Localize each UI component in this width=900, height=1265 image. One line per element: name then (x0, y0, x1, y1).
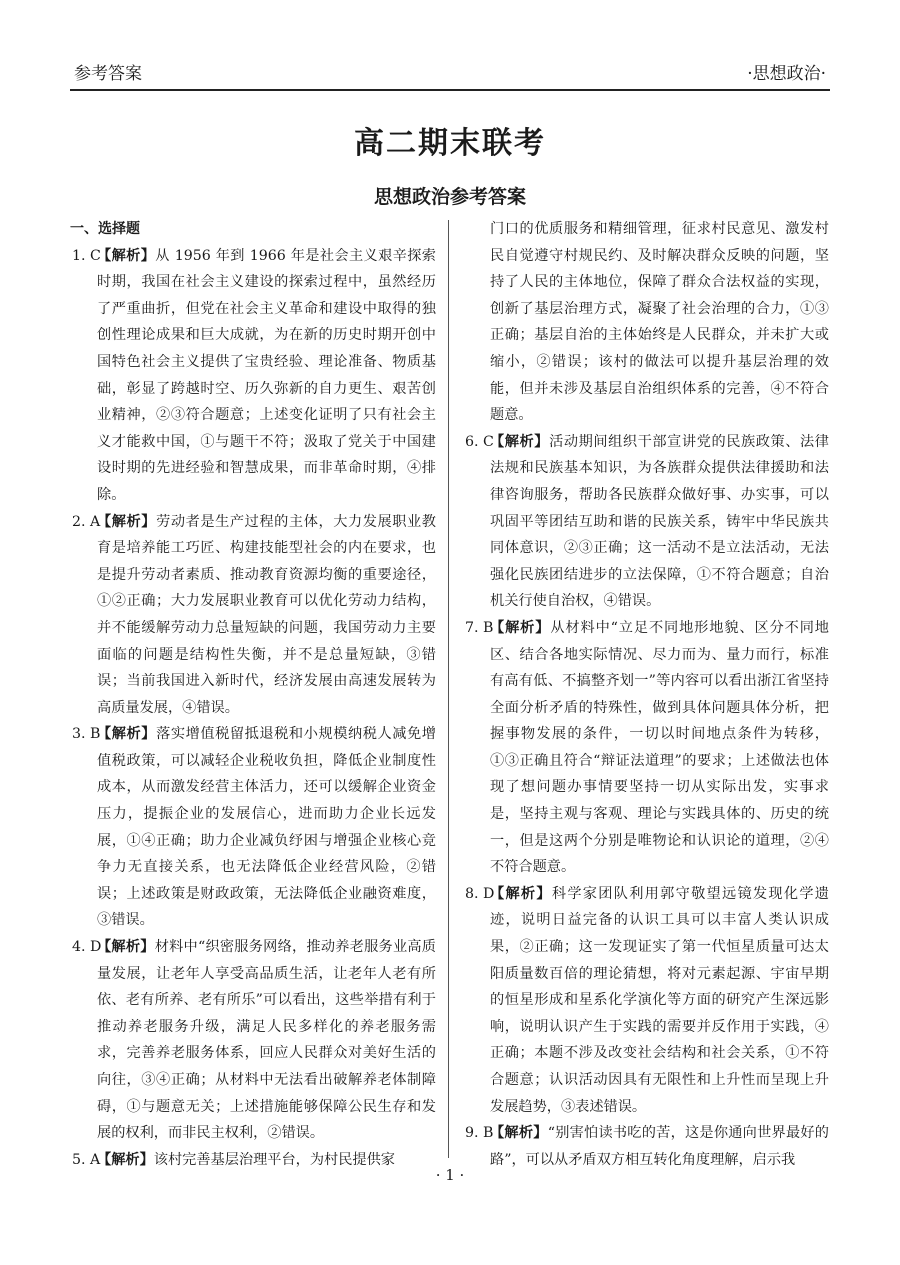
analysis-tag: 【解析】 (490, 433, 550, 450)
header-left-label: 参考答案 (74, 64, 142, 84)
header-subject-label: ·思想政治· (747, 64, 826, 84)
answer-text: 科学家团队利用郭守敬望远镜发现化学遗迹，说明日益完备的认识工具可以丰富人类认识成果，②正确；这一发现证实了第一代恒星质量可达太阳质量数百倍的理论猜想，将对元素起源、宇宙早期的恒星形成和星系化学演化等方面的研究产生深远影响，说明认识产生于实践的需要并反作用于实践，④正确；本题不涉及改变社会结构和社会关系，①不符合题意；认识活动因具有无限性和上升性而呈现上升发展趋势，③表述错误。 (490, 885, 829, 1115)
analysis-tag: 【解析】 (490, 1125, 548, 1142)
answer-number: 3. B (72, 726, 101, 743)
answer-number: 8. D (465, 885, 495, 902)
page-header (70, 55, 830, 91)
analysis-tag: 【解析】 (97, 726, 157, 743)
answer-text: 从材料中“立足不同地形地貌、区分不同地区、结合各地实际情况、尽力而为、量力而行，标准有高有低、不搞整齐划一”等内容可以看出浙江省坚持全面分析矛盾的特殊性，做到具体问题具体分析，把握事物发展的条件，一切以时间地点条件为转移，①③正确且符合“辩证法道理”的要求；上述做法也体现了想问题办事情要坚持一切从实际出发，实事求是，坚持主观与客观、理论与实践具体的、历史的统一，但是这两个分别是唯物论和认识论的道理，②④不符合题意。 (490, 619, 829, 876)
document-title: 高二期末联考 (354, 126, 546, 161)
answer-item-2 (70, 509, 436, 722)
answer-item-4 (70, 934, 436, 1147)
answer-number: 9. B (465, 1125, 494, 1142)
analysis-tag: 【解析】 (97, 939, 155, 956)
answer-text: 该村完善基层治理平台，为村民提供家 (153, 1151, 395, 1168)
answer-text: 落实增值税留抵退税和小规模纳税人减免增值税政策，可以减轻企业税收负担，降低企业制度性成本，从而激发经营主体活力，还可以缓解企业资金压力，提振企业的发展信心，进而助力企业长远发展，①④正确；助力企业减负纾困与增强企业核心竞争力无直接关系，也无法降低企业经营风险，②错误；上述政策是财政政策，无法降低企业融资难度，③错误。 (97, 726, 436, 929)
right-column (463, 216, 829, 1173)
answer-text: “别害怕读书吃的苦，这是你通向世界最好的路”，可以从矛盾双方相互转化角度理解，启示我 (490, 1125, 829, 1168)
analysis-tag: 【解析】 (97, 1151, 154, 1168)
analysis-tag: 【解析】 (97, 247, 156, 264)
answer-text: 劳动者是生产过程的主体，大力发展职业教育是培养能工巧匠、构建技能型社会的内在要求，也是提升劳动者素质、推动教育资源均衡的重要途径，①②正确；大力发展职业教育可以优化劳动力结构，并不能缓解劳动力总量短缺的问题，我国劳动力主要面临的问题是结构性失衡，并不是总量短缺，③错误；当前我国进入新时代，经济发展由高速发展转为高质量发展，④错误。 (97, 513, 436, 716)
answer-number: 7. B (465, 619, 494, 636)
section-heading: 一、选择题 (70, 221, 140, 237)
answer-item-1 (70, 243, 436, 509)
answer-number: 5. A (72, 1151, 101, 1168)
answer-item-8 (463, 881, 829, 1120)
answer-text: 从 1956 年到 1966 年是社会主义艰辛探索时期，我国在社会主义建设的探索过程中，虽然经历了严重曲折，但党在社会主义革命和建设中取得的独创性理论成果和巨大成就，为在新的历史时期开创中国特色社会主义提供了宝贵经验、理论准备、物质基础，彰显了跨越时空、历久弥新的自力更生、艰苦创业精神，②③符合题意；上述变化证明了只有社会主义才能救中国，①与题干不符；汲取了党关于中国建设时期的先进经验和智慧成果，而非革命时期，④排除。 (97, 247, 436, 503)
page-number: · 1 · (435, 1166, 465, 1184)
answer-number: 4. D (72, 939, 102, 956)
answer-number: 2. A (72, 513, 101, 530)
answer-item-7 (463, 615, 829, 881)
analysis-tag: 【解析】 (490, 885, 552, 902)
answer-number: 6. C (465, 433, 494, 450)
answer-item-5-continued: 门口的优质服务和精细管理，征求村民意见、激发村民自觉遵守村规民约、及时解决群众反映的问题，坚持了人民的主体地位，保障了群众合法权益的实现，创新了基层治理方式，凝聚了社会治理的合力，①③正确；基层自治的主体始终是人民群众，并未扩大或缩小，②错误；该村的做法可以提升基层治理的效能，但并未涉及基层自治组织体系的完善，④不符合题意。 (490, 221, 829, 424)
answer-number: 1. C (72, 247, 101, 264)
analysis-tag: 【解析】 (97, 513, 157, 530)
left-column (70, 216, 436, 1173)
answer-item-3 (70, 721, 436, 934)
column-divider (448, 220, 449, 1158)
answer-text: 材料中“织密服务网络，推动养老服务业高质量发展，让老年人享受高品质生活，让老年人老有所依、老有所养、老有所乐”可以看出，这些举措有利于推动养老服务升级，满足人民多样化的养老服务需求，完善养老服务体系，回应人民群众对美好生活的向往，③④正确；从材料中无法看出破解养老体制障碍，①与题意无关；上述措施能够保障公民生存和发展的权利，而非民主权利，②错误。 (97, 939, 436, 1142)
document-subtitle: 思想政治参考答案 (373, 186, 526, 208)
analysis-tag: 【解析】 (490, 619, 551, 636)
answer-text: 活动期间组织干部宣讲党的民族政策、法律法规和民族基本知识，为各族群众提供法律援助和法律咨询服务，帮助各民族群众做好事、办实事，可以巩固平等团结互助和谐的民族关系，铸牢中华民族共同体意识，②③正确；这一活动不是立法活动，无法强化民族团结进步的立法保障，①不符合题意；自治机关行使自治权，④错误。 (490, 433, 829, 610)
answer-item-6 (463, 429, 829, 615)
